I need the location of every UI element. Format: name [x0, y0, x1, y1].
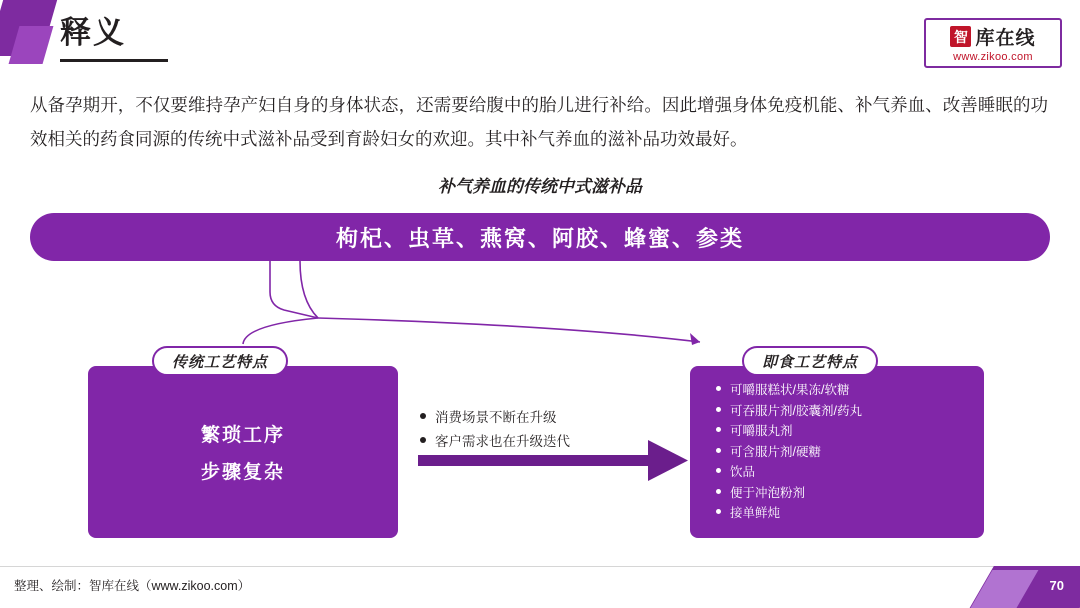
- bullet-dot-icon: [716, 427, 721, 432]
- middle-note-label: 消费场景不断在升级: [435, 410, 557, 425]
- logo-name: 库在线: [975, 28, 1036, 49]
- logo-row: [950, 23, 1035, 50]
- traditional-process-line-1: 繁琐工序: [200, 425, 285, 446]
- instant-process-panel: [690, 366, 984, 538]
- bullet-dot-icon: [716, 386, 721, 391]
- title-block: [60, 14, 560, 62]
- corner-decoration: [0, 0, 60, 76]
- logo-url: www.zikoo.com: [953, 51, 1033, 63]
- instant-process-item: 可嚼服糕状/果冻/软糖: [730, 383, 850, 397]
- traditional-process-line-2: 步骤复杂: [200, 462, 285, 483]
- instant-process-item: 可吞服片剂/胶囊剂/药丸: [730, 403, 862, 418]
- list-item: [716, 401, 984, 422]
- list-item: [420, 406, 650, 430]
- middle-notes-list: [420, 406, 650, 454]
- list-item: [716, 380, 984, 401]
- bullet-dot-icon: [716, 448, 721, 453]
- instant-process-item: 饮品: [730, 465, 756, 479]
- title-underline: [60, 59, 168, 62]
- list-item: [716, 421, 984, 442]
- instant-process-item: 接单鲜炖: [730, 506, 781, 520]
- page-number: 70: [1049, 578, 1064, 593]
- footer-divider: [0, 566, 1080, 567]
- bullet-dot-icon: [716, 489, 721, 494]
- list-item: [716, 503, 984, 524]
- instant-process-item: 可嚼服丸剂: [730, 424, 793, 438]
- bullet-dot-icon: [716, 509, 721, 514]
- list-item: [716, 483, 984, 504]
- traditional-process-tag: [152, 346, 288, 376]
- category-pill: [30, 213, 1050, 261]
- page-title: 释义: [60, 15, 126, 50]
- brand-logo: [924, 18, 1062, 68]
- logo-mark-icon: 智: [950, 26, 971, 47]
- traditional-process-panel: [88, 366, 398, 538]
- traditional-process-tag-label: 传统工艺特点: [172, 353, 269, 371]
- instant-process-tag-label: 即食工艺特点: [762, 353, 859, 371]
- bullet-dot-icon: [420, 413, 426, 419]
- middle-notes: [420, 406, 650, 454]
- list-item: [716, 442, 984, 463]
- instant-process-item: 可含服片剂/硬糖: [730, 444, 821, 459]
- bullet-dot-icon: [716, 407, 721, 412]
- middle-note-label: 客户需求也在升级迭代: [435, 434, 570, 449]
- footer-credit: 整理、绘制：智库在线（www.zikoo.com）: [14, 579, 251, 593]
- bullet-dot-icon: [420, 437, 426, 443]
- category-pill-label: 枸杞、虫草、燕窝、阿胶、蜂蜜、参类: [335, 225, 744, 251]
- instant-process-list: [716, 380, 984, 524]
- instant-process-item: 便于冲泡粉剂: [730, 485, 806, 500]
- instant-process-tag: [742, 346, 878, 376]
- list-item: [420, 430, 650, 454]
- bullet-dot-icon: [716, 468, 721, 473]
- list-item: [716, 462, 984, 483]
- body-paragraph: 从备孕期开，不仅要维持孕产妇自身的身体状态，还需要给腹中的胎儿进行补给。因此增强身体免疫机能、补气养血、改善睡眠的功效相关的药食同源的传统中式滋补品受到育龄妇女的欢迎。其中补气养血的滋补品功效最好。: [30, 95, 1048, 149]
- section-heading: 补气养血的传统中式滋补品: [438, 177, 642, 196]
